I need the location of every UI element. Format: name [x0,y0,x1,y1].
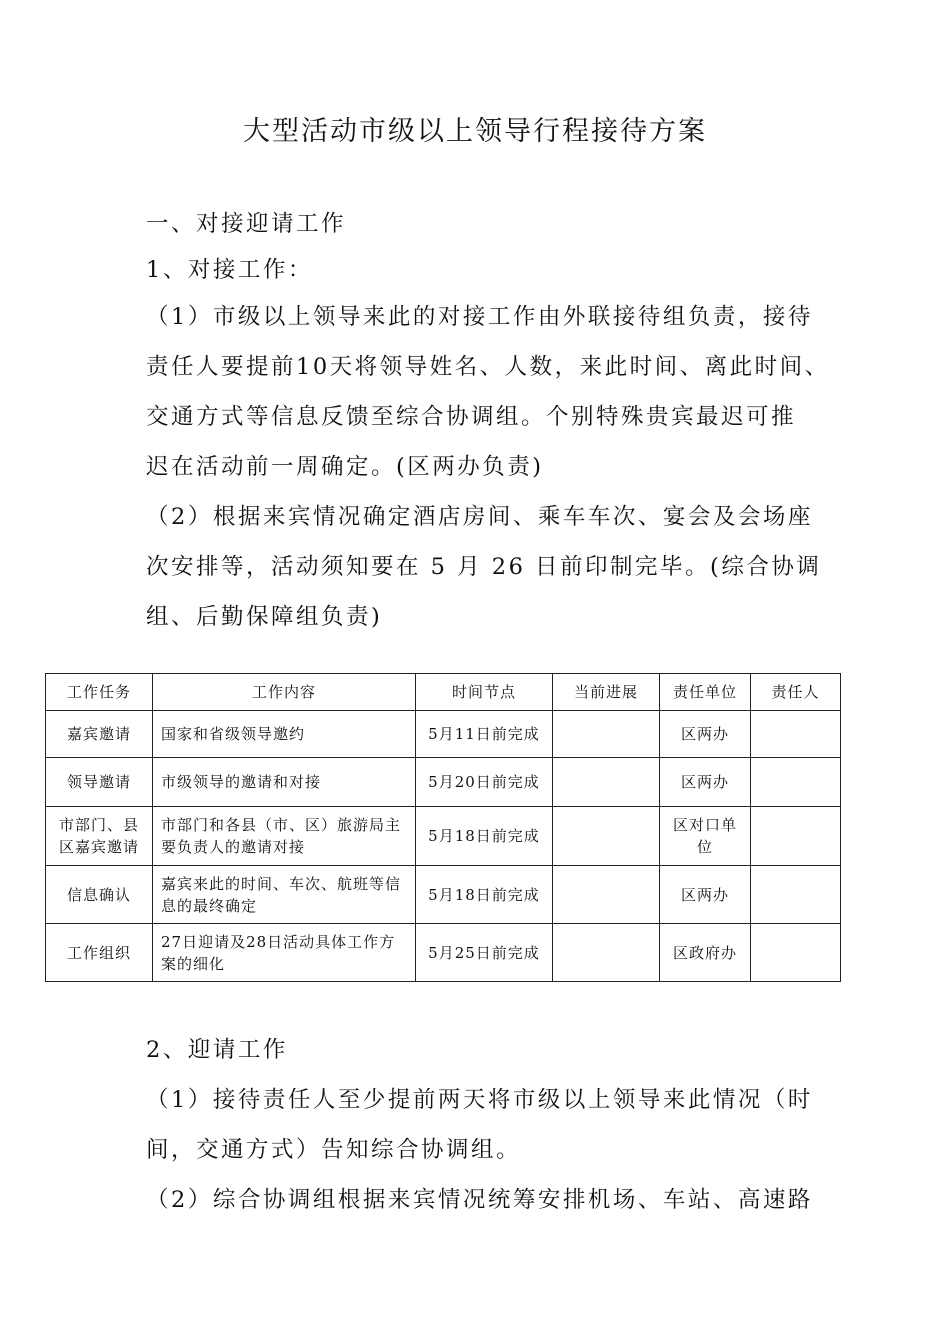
cell-content: 国家和省级领导邀约 [153,711,416,758]
cell-task: 工作组织 [46,924,153,982]
table-row [46,711,841,758]
section-heading-liaison: 一、对接迎请工作 [146,211,347,237]
cell-person [751,866,841,924]
paragraph-line: 次安排等，活动须知要在 5 月 26 日前印制完毕。(综合协调 [146,554,822,580]
cell-progress [553,758,660,807]
cell-progress [553,924,660,982]
cell-unit: 区两办 [660,866,751,924]
column-header-unit: 责任单位 [660,674,751,711]
paragraph-line: 迟在活动前一周确定。(区两办负责) [146,454,544,480]
task-table [45,673,841,982]
table-row [46,807,841,866]
paragraph-line: （1）接待责任人至少提前两天将市级以上领导来此情况（时 [146,1087,813,1113]
cell-unit: 区两办 [660,711,751,758]
table-row [46,866,841,924]
cell-unit: 区两办 [660,758,751,807]
cell-unit: 区对口单位 [660,807,751,866]
cell-person [751,807,841,866]
cell-progress [553,711,660,758]
cell-unit: 区政府办 [660,924,751,982]
cell-deadline: 5月25日前完成 [416,924,553,982]
paragraph-line: （2）根据来宾情况确定酒店房间、乘车车次、宴会及会场座 [146,504,813,530]
paragraph-line: 责任人要提前10天将领导姓名、人数，来此时间、离此时间、 [146,354,830,380]
subsection-heading-liaison-work: 1、对接工作： [146,257,313,283]
cell-task: 领导邀请 [46,758,153,807]
cell-task: 信息确认 [46,866,153,924]
column-header-task: 工作任务 [46,674,153,711]
paragraph-line: （1）市级以上领导来此的对接工作由外联接待组负责，接待 [146,304,813,330]
cell-content: 27日迎请及28日活动具体工作方案的细化 [153,924,416,982]
cell-person [751,924,841,982]
paragraph-line: 组、后勤保障组负责) [146,604,383,630]
table-row [46,924,841,982]
column-header-person: 责任人 [751,674,841,711]
cell-deadline: 5月11日前完成 [416,711,553,758]
page-title: 大型活动市级以上领导行程接待方案 [243,116,707,147]
column-header-deadline: 时间节点 [416,674,553,711]
column-header-content: 工作内容 [153,674,416,711]
column-header-progress: 当前进展 [553,674,660,711]
paragraph-line: 交通方式等信息反馈至综合协调组。个别特殊贵宾最迟可推 [146,404,797,430]
cell-person [751,758,841,807]
cell-task: 市部门、县区嘉宾邀请 [46,807,153,866]
cell-content: 市部门和各县（市、区）旅游局主要负责人的邀请对接 [153,807,416,866]
cell-deadline: 5月18日前完成 [416,866,553,924]
cell-person [751,711,841,758]
paragraph-line: 间，交通方式）告知综合协调组。 [146,1137,522,1163]
cell-deadline: 5月18日前完成 [416,807,553,866]
cell-content: 嘉宾来此的时间、车次、航班等信息的最终确定 [153,866,416,924]
paragraph-line: （2）综合协调组根据来宾情况统筹安排机场、车站、高速路 [146,1187,813,1213]
cell-progress [553,866,660,924]
subsection-heading-welcome-work: 2、迎请工作 [146,1037,288,1063]
cell-task: 嘉宾邀请 [46,711,153,758]
cell-progress [553,807,660,866]
table-row [46,758,841,807]
cell-content: 市级领导的邀请和对接 [153,758,416,807]
cell-deadline: 5月20日前完成 [416,758,553,807]
table-header-row [46,674,841,711]
